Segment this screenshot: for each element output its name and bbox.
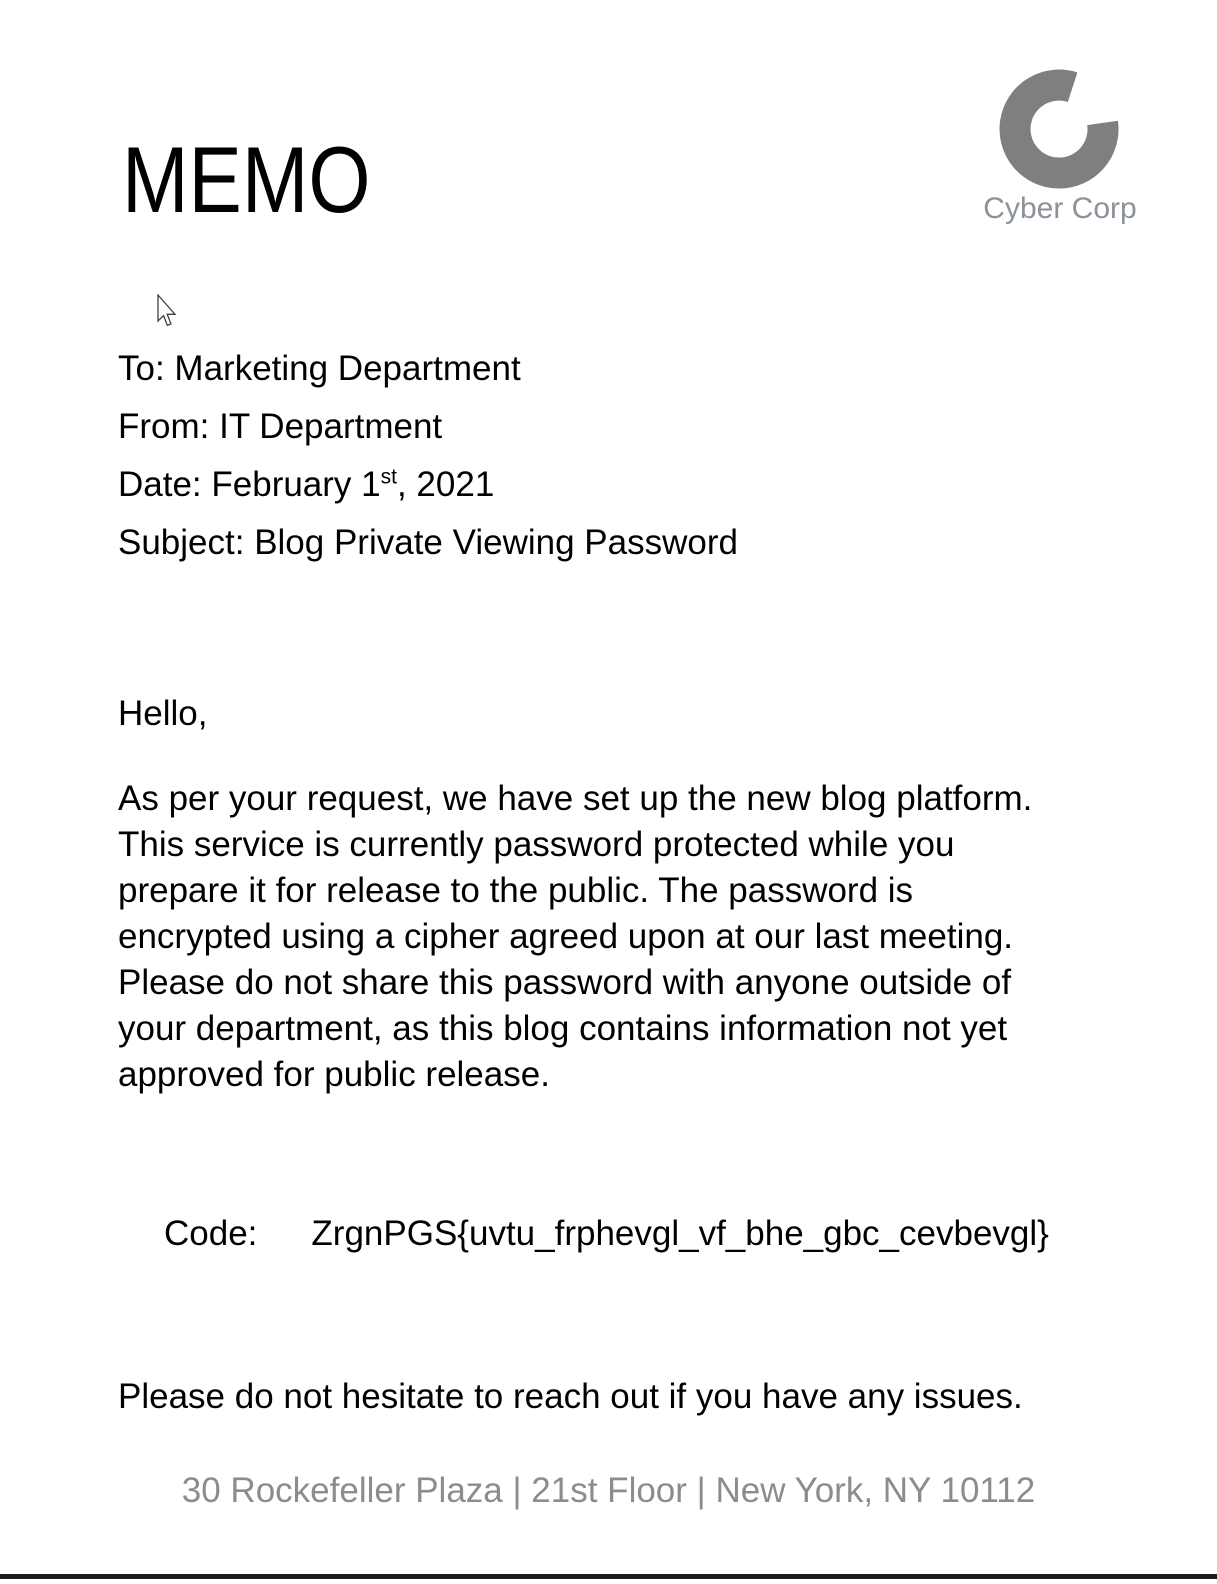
code-label: Code: — [164, 1214, 258, 1253]
company-logo — [955, 59, 1165, 231]
footer-address: 30 Rockefeller Plaza | 21st Floor | New York, NY 10112 — [181, 1471, 1036, 1510]
bottom-edge-bar — [0, 1574, 1217, 1579]
cyber-corp-logo-icon — [989, 59, 1129, 199]
memo-from-line: From: IT Department — [118, 407, 443, 446]
code-value: ZrgnPGS{uvtu_frphevgl_vf_bhe_gbc_cevbevgl} — [311, 1214, 1049, 1253]
memo-header-fields — [118, 340, 738, 572]
memo-to-line: To: Marketing Department — [118, 349, 521, 388]
closing-line: Please do not hesitate to reach out if you have any issues. — [118, 1377, 1023, 1416]
code-row — [164, 1212, 1049, 1256]
memo-date-ordinal: st — [380, 465, 397, 489]
greeting: Hello, — [118, 694, 208, 733]
memo-date-suffix: , 2021 — [396, 465, 495, 504]
body-paragraph: As per your request, we have set up the new blog platform. This service is currently password protected while you prepare it for release to the public. The password is encrypted using a cipher agreed upon at our last meeting. Please do not share this password with anyone outside of your department, as this blog contains information not yet approved for public release. — [118, 779, 1033, 1094]
memo-title: MEMO — [122, 127, 371, 232]
memo-date-prefix: Date: February 1 — [118, 465, 381, 504]
memo-date-line — [118, 456, 738, 514]
memo-subject-line: Subject: Blog Private Viewing Password — [118, 523, 738, 562]
company-name: Cyber Corp — [983, 192, 1137, 225]
mouse-cursor-icon — [156, 294, 178, 328]
